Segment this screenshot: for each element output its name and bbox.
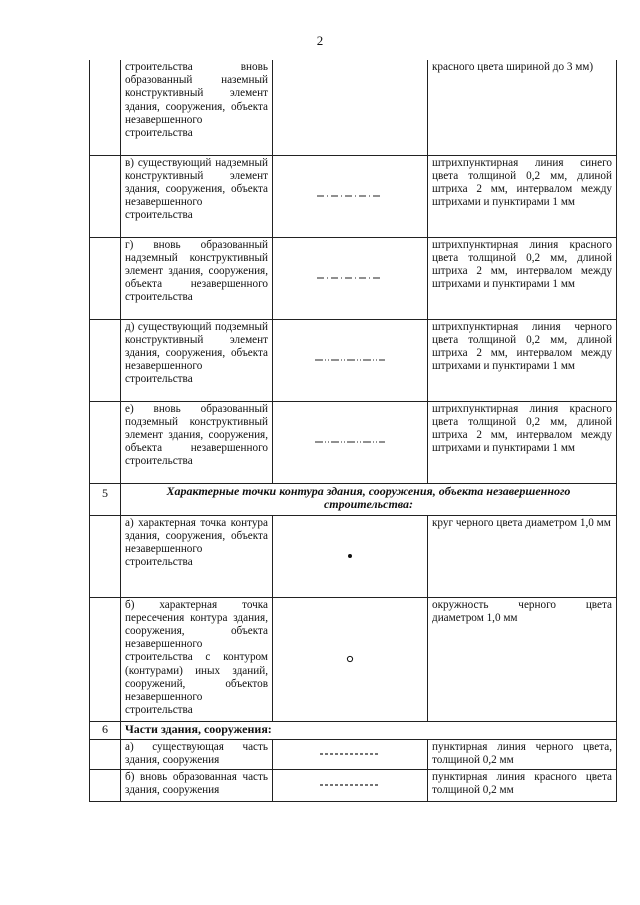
legend-table xyxy=(89,60,617,802)
row-symbol-cell xyxy=(273,60,428,155)
dash-dot-line-symbol xyxy=(315,192,385,200)
table-row xyxy=(90,769,617,801)
row-name: б) характерная точка пересечения контура здания, сооружения, объекта незавершенного строительства с контуром (контурами) иных зданий, сооружений, объектов незавершенного строительства xyxy=(121,597,273,721)
row-number-cell xyxy=(90,769,121,801)
section-number: 5 xyxy=(90,483,121,515)
section-header-row xyxy=(90,483,617,515)
row-symbol-cell xyxy=(273,597,428,721)
row-symbol-cell xyxy=(273,515,428,597)
row-name: е) вновь образованный подземный конструктивный элемент здания, сооружения, объекта незавершенного строительства xyxy=(121,401,273,483)
row-symbol-cell xyxy=(273,155,428,237)
table-row xyxy=(90,401,617,483)
row-number-cell xyxy=(90,515,121,597)
page-number: 2 xyxy=(316,33,324,48)
row-number-cell xyxy=(90,401,121,483)
row-number-cell xyxy=(90,597,121,721)
table-row xyxy=(90,60,617,155)
section-header-row xyxy=(90,721,617,739)
row-description: пунктирная линия красного цвета толщиной 0,2 мм xyxy=(428,769,617,801)
table-row xyxy=(90,515,617,597)
dash-double-dot-line-symbol xyxy=(313,356,387,364)
dotted-line-symbol xyxy=(318,782,382,788)
row-description: штрихпунктирная линия синего цвета толщиной 0,2 мм, длиной штриха 2 мм, интервалом между штрихами и пунктирами 1 мм xyxy=(428,155,617,237)
table-row xyxy=(90,237,617,319)
section-number: 6 xyxy=(90,721,121,739)
row-name: а) существующая часть здания, сооружения xyxy=(121,739,273,769)
section-title: Характерные точки контура здания, сооружения, объекта незавершенного строительства: xyxy=(121,483,617,515)
row-symbol-cell xyxy=(273,739,428,769)
row-name: д) существующий подземный конструктивный элемент здания, сооружения, объекта незавершенного строительства xyxy=(121,319,273,401)
filled-dot-symbol xyxy=(345,551,355,561)
row-symbol-cell xyxy=(273,401,428,483)
row-symbol-cell xyxy=(273,769,428,801)
table-row xyxy=(90,597,617,721)
row-number-cell xyxy=(90,60,121,155)
dash-double-dot-line-symbol xyxy=(313,438,387,446)
hollow-circle-symbol xyxy=(345,654,355,664)
table-row xyxy=(90,155,617,237)
row-name: б) вновь образованная часть здания, сооружения xyxy=(121,769,273,801)
row-name: г) вновь образованный надземный конструктивный элемент здания, сооружения, объекта незавершенного строительства xyxy=(121,237,273,319)
row-name: а) характерная точка контура здания, сооружения, объекта незавершенного строительства xyxy=(121,515,273,597)
row-description: окружность черного цвета диаметром 1,0 мм xyxy=(428,597,617,721)
table-row xyxy=(90,739,617,769)
row-description: круг черного цвета диаметром 1,0 мм xyxy=(428,515,617,597)
row-number-cell xyxy=(90,237,121,319)
row-number-cell xyxy=(90,155,121,237)
row-name: в) существующий надземный конструктивный элемент здания, сооружения, объекта незавершенного строительства xyxy=(121,155,273,237)
dotted-line-symbol xyxy=(318,751,382,757)
row-name: строительства вновь образованный наземный конструктивный элемент здания, сооружения, объекта незавершенного строительства xyxy=(121,60,273,155)
row-description: пунктирная линия черного цвета, толщиной 0,2 мм xyxy=(428,739,617,769)
row-symbol-cell xyxy=(273,319,428,401)
row-description: штрихпунктирная линия черного цвета толщиной 0,2 мм, длиной штриха 2 мм, интервалом между штрихами и пунктирами 1 мм xyxy=(428,319,617,401)
row-number-cell xyxy=(90,739,121,769)
row-symbol-cell xyxy=(273,237,428,319)
dash-dot-line-symbol xyxy=(315,274,385,282)
row-description: красного цвета шириной до 3 мм) xyxy=(428,60,617,155)
row-description: штрихпунктирная линия красного цвета толщиной 0,2 мм, длиной штриха 2 мм, интервалом между штрихами и пунктирами 1 мм xyxy=(428,401,617,483)
row-number-cell xyxy=(90,319,121,401)
table-row xyxy=(90,319,617,401)
row-description: штрихпунктирная линия красного цвета толщиной 0,2 мм, длиной штриха 2 мм, интервалом между штрихами и пунктирами 1 мм xyxy=(428,237,617,319)
section-title: Части здания, сооружения: xyxy=(121,721,617,739)
